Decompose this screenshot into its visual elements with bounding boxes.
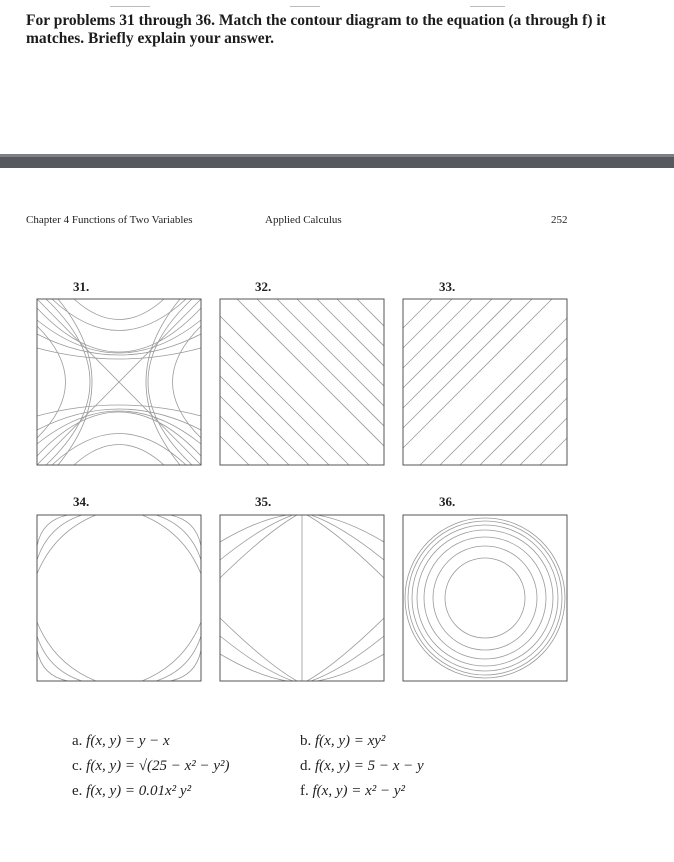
choice-a-equation: f(x, y) = y − x [86, 733, 170, 749]
book-title: Applied Calculus [265, 214, 342, 226]
choice-f-equation: f(x, y) = x² − y² [312, 783, 406, 799]
choice-a-letter: a. [72, 733, 83, 749]
plot-label-36: 36. [439, 494, 456, 509]
contour-plot-33 [400, 296, 570, 468]
choice-c-equation: f(x, y) = √(25 − x² − y²) [86, 758, 230, 774]
choice-c-letter: c. [72, 758, 83, 774]
contour-lines [37, 299, 201, 465]
previous-page-strip [0, 0, 674, 8]
choice-e-equation: f(x, y) = 0.01x² y² [86, 783, 192, 799]
page-divider [0, 154, 674, 168]
choice-a [72, 733, 170, 750]
contour-lines [403, 299, 567, 465]
choice-f [300, 783, 405, 800]
choice-b-equation: f(x, y) = xy² [315, 733, 386, 749]
choice-b-letter: b. [300, 733, 312, 749]
page-number: 252 [551, 214, 568, 226]
plot-label-32: 32. [255, 279, 272, 294]
contour-plot-32 [217, 296, 387, 468]
problem-instructions: For problems 31 through 36. Match the contour diagram to the equation (a through f) it matches. Briefly explain your answer. [26, 12, 606, 47]
contour-lines [220, 299, 384, 465]
choice-e-letter: e. [72, 783, 83, 799]
chapter-header: Chapter 4 Functions of Two Variables [26, 214, 193, 226]
contour-plot-31 [34, 296, 204, 468]
choice-b [300, 733, 385, 750]
choice-d-equation: f(x, y) = 5 − x − y [315, 758, 424, 774]
plot-label-31: 31. [73, 279, 90, 294]
plot-frame [403, 515, 567, 681]
choice-d [300, 758, 424, 775]
plot-frame [37, 515, 201, 681]
choice-d-letter: d. [300, 758, 312, 774]
contour-plot-35 [217, 512, 387, 684]
choice-c [72, 758, 230, 775]
choice-f-letter: f. [300, 783, 309, 799]
contour-lines [220, 515, 384, 681]
choice-e [72, 783, 191, 800]
contour-lines [405, 518, 565, 678]
contour-plot-34 [34, 512, 204, 684]
plot-label-35: 35. [255, 494, 272, 509]
plot-label-33: 33. [439, 279, 456, 294]
plot-label-34: 34. [73, 494, 90, 509]
contour-plot-36 [400, 512, 570, 684]
contour-lines [37, 515, 201, 681]
